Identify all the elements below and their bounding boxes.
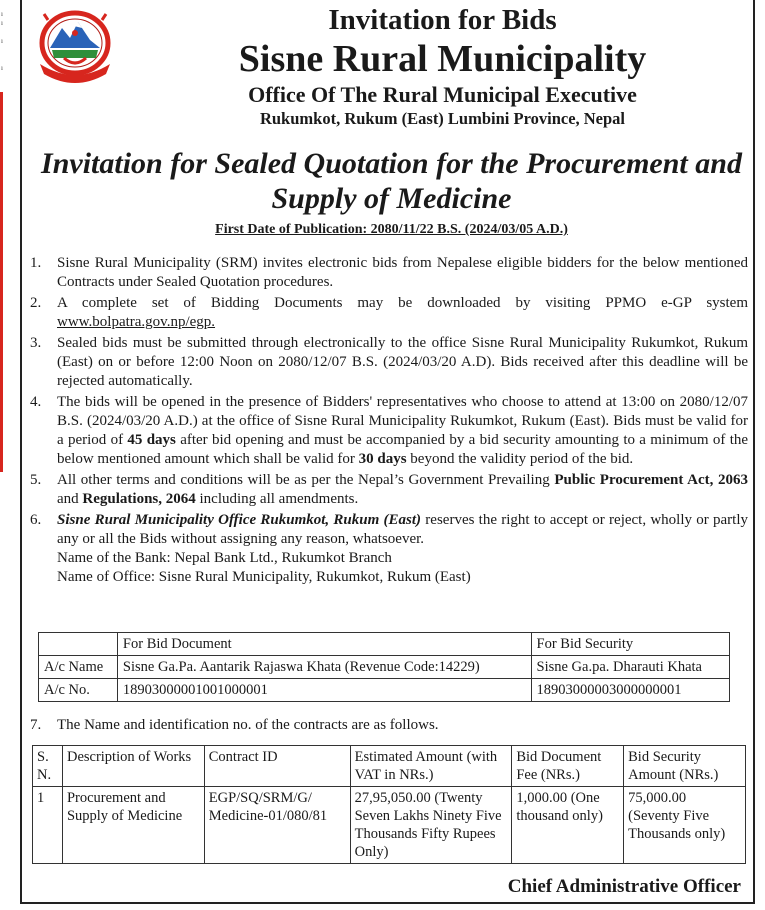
- table-cell: EGP/SQ/SRM/G/ Medicine-01/080/81: [204, 787, 350, 864]
- edge-marks: ı ı ı ı: [1, 10, 3, 72]
- item-number: 7.: [30, 717, 42, 733]
- procurement-regulations: Regulations, 2064: [82, 491, 196, 507]
- left-page-edge: [0, 0, 14, 910]
- item-text: Sealed bids must be submitted through electronically to the office Sisne Rural Municipality Rukumkot, Rukum (East) on or before 12:00 Noon on 2080/12/07 B.S. (2024/03/20 A.D). Bids received after this deadline will be rejected automatically.: [57, 335, 748, 389]
- table-row: [39, 656, 730, 679]
- table-header-cell: For Bid Document: [117, 633, 531, 656]
- terms-list: [30, 254, 748, 589]
- table-cell: 18903000003000000001: [531, 679, 730, 702]
- table-header-cell: Contract ID: [204, 746, 350, 787]
- notice-title: Invitation for Bids: [328, 4, 557, 36]
- table-row: [33, 787, 746, 864]
- item-text: The Name and identification no. of the contracts are as follows.: [57, 717, 439, 733]
- list-item: [30, 294, 748, 332]
- table-row: [39, 679, 730, 702]
- list-item: [30, 254, 748, 292]
- procurement-act: Public Procurement Act, 2063: [554, 472, 749, 488]
- security-validity-days: 30 days: [358, 451, 407, 467]
- office-reference: Sisne Rural Municipality Office Rukumkot, Rukum (East): [57, 512, 422, 528]
- office-name-line: Name of Office: Sisne Rural Municipality, Rukumkot, Rukum (East): [57, 569, 471, 585]
- office-name: Office Of The Rural Municipal Executive: [248, 82, 637, 107]
- bid-validity-days: 45 days: [127, 432, 176, 448]
- item-text-part: after bid opening and must be accompanied by a bid security amounting to a minimum of the below mentioned amount which shall be valid for: [57, 432, 749, 467]
- table-cell: 75,000.00 (Seventy Five Thousands only): [624, 787, 746, 864]
- table-header-cell: [39, 633, 118, 656]
- table-cell: A/c Name: [39, 656, 118, 679]
- item-number: 2.: [30, 295, 42, 311]
- table-header-cell: Estimated Amount (with VAT in NRs.): [350, 746, 512, 787]
- municipality-name: Sisne Rural Municipality: [238, 38, 647, 80]
- table-cell: 18903000001001000001: [117, 679, 531, 702]
- table-header-cell: Bid Document Fee (NRs.): [512, 746, 624, 787]
- item-number: 6.: [30, 512, 42, 528]
- table-header-cell: For Bid Security: [531, 633, 730, 656]
- publication-date: First Date of Publication: 2080/11/22 B.S. (2024/03/05 A.D.): [215, 222, 568, 237]
- table-cell: Procurement and Supply of Medicine: [62, 787, 204, 864]
- list-item: [30, 334, 748, 391]
- table-header-cell: Description of Works: [62, 746, 204, 787]
- edge-red-bar: [0, 92, 3, 472]
- item-text: [57, 393, 748, 469]
- list-item-row: [30, 716, 748, 735]
- item-text-part: The bids will be opened in the presence of Bidders' representatives who choose to attend at 13:00 on 2080/12/07 B.S. (2024/03/20 A.D.) at the office of Sisne Rural Municipality Rukumkot, Rukum (East). Bids must be valid for a period of: [57, 394, 748, 448]
- item-number: 4.: [30, 394, 42, 410]
- item-text: [57, 511, 748, 587]
- item-text-part: reserves the right to accept or reject, wholly or partly any or all the Bids without assigning any reason, whatsoever.: [57, 512, 748, 547]
- table-cell: 1,000.00 (One thousand only): [512, 787, 624, 864]
- table-cell: A/c No.: [39, 679, 118, 702]
- list-item: [30, 716, 748, 737]
- table-cell: 27,95,050.00 (Twenty Seven Lakhs Ninety Five Thousands Fifty Rupees Only): [350, 787, 512, 864]
- item-text: Sisne Rural Municipality (SRM) invites electronic bids from Nepalese eligible bidders for the below mentioned Contracts under Sealed Quotation procedures.: [57, 255, 748, 290]
- notice-header: [120, 4, 765, 130]
- table-cell: 1: [33, 787, 63, 864]
- item-number: 1.: [30, 255, 42, 271]
- item-text: [57, 471, 748, 509]
- table-cell: Sisne Ga.pa. Dharauti Khata: [531, 656, 730, 679]
- table-header-row: [33, 746, 746, 787]
- contracts-table: [32, 745, 746, 864]
- item-text-part: A complete set of Bidding Documents may be downloaded by visiting PPMO e-GP system: [57, 295, 748, 311]
- item-text-part: beyond the validity period of the bid.: [410, 451, 634, 467]
- table-cell: Sisne Ga.Pa. Aantarik Rajaswa Khata (Revenue Code:14229): [117, 656, 531, 679]
- signoff-title: Chief Administrative Officer: [507, 876, 741, 897]
- municipality-emblem-icon: [34, 6, 116, 84]
- list-item: [30, 393, 748, 469]
- item-text: [57, 294, 748, 332]
- item-number: 3.: [30, 335, 42, 351]
- table-header-row: [39, 633, 730, 656]
- office-address: Rukumkot, Rukum (East) Lumbini Province, Nepal: [259, 109, 626, 128]
- list-item: [30, 471, 748, 509]
- item-text-part: and: [57, 491, 79, 507]
- table-header-cell: S. N.: [33, 746, 63, 787]
- egp-link[interactable]: www.bolpatra.gov.np/egp.: [57, 314, 216, 330]
- bank-name-line: Name of the Bank: Nepal Bank Ltd., Rukumkot Branch: [57, 550, 392, 566]
- page-title: Invitation for Sealed Quotation for the Procurement and Supply of Medicine: [41, 147, 742, 215]
- bank-account-table: [38, 632, 730, 702]
- table-header-cell: Bid Security Amount (NRs.): [624, 746, 746, 787]
- item-text-part: All other terms and conditions will be as per the Nepal’s Government Prevailing: [57, 472, 550, 488]
- item-number: 5.: [30, 472, 42, 488]
- list-item: [30, 511, 748, 587]
- item-text-part: including all amendments.: [199, 491, 359, 507]
